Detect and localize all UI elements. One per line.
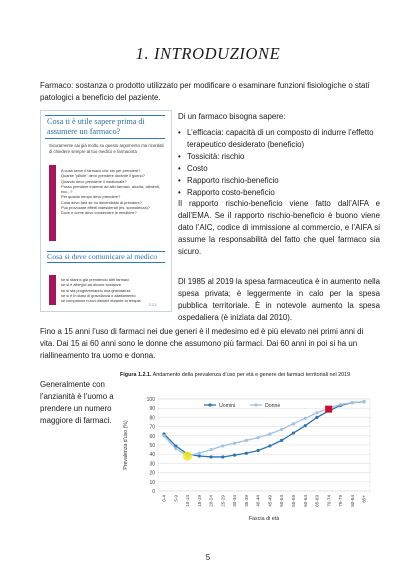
elderly-paragraph: Generalmente con l’anzianità è l’uomo a prendere un numero maggiore di farmaci.: [40, 380, 114, 425]
data-point: [362, 400, 365, 403]
requirements-list: [178, 127, 380, 199]
data-point: [209, 448, 212, 451]
poster-question: Cosa devo fare se ho dimenticato di prendere?: [61, 199, 142, 205]
x-tick-label: 70-74: [326, 495, 332, 507]
y-tick-label: 0: [152, 489, 155, 495]
y-tick-label: 50: [149, 443, 155, 449]
x-tick-label: 65-69: [314, 495, 320, 507]
patient-info-poster: [40, 110, 172, 312]
legend-marker: [208, 403, 211, 406]
data-point: [304, 424, 307, 427]
data-point: [257, 449, 260, 452]
figure-caption: [120, 372, 382, 380]
data-point: [245, 452, 248, 455]
y-tick-label: 60: [149, 433, 155, 440]
data-point: [280, 439, 283, 442]
list-item: • Costo: [178, 163, 380, 175]
x-axis-label: Fascia di età: [248, 516, 280, 522]
x-tick-label: 45-49: [267, 495, 273, 507]
x-tick-label: 0-4: [161, 495, 167, 502]
data-point: [162, 434, 165, 437]
data-point: [292, 431, 295, 434]
data-point: [280, 428, 283, 431]
data-point: [268, 432, 271, 435]
list-item: • Rapporto rischio-beneficio: [178, 175, 380, 187]
poster-note: se si stanno già prendendo altri farmaci: [61, 277, 129, 282]
y-tick-label: 40: [149, 452, 155, 459]
poster-question: Posso prendere insieme ad altri farmaci, alcolici, alimenti, ecc...?: [61, 183, 161, 195]
poster-heading-2: Cosa si deve comunicare al medico: [47, 251, 165, 263]
list-item: • Tossicità: rischio: [178, 151, 380, 163]
y-axis-label: Prevalenza d’uso (%): [123, 420, 129, 470]
poster-note: se si è allergici ad alcune sostanze: [61, 282, 122, 288]
data-point: [233, 454, 236, 457]
poster-footer: 2.2.1: [149, 303, 157, 307]
x-tick-label: 60-64: [302, 495, 308, 507]
data-point: [221, 444, 224, 447]
x-tick-label: 35-39: [243, 495, 249, 507]
data-point: [304, 417, 307, 420]
poster-question: Quando devo prenderle il medicinale?: [61, 178, 127, 184]
y-tick-label: 80: [149, 415, 155, 422]
data-point: [174, 447, 177, 450]
data-point: [351, 401, 354, 404]
data-point: [315, 411, 318, 414]
data-point: [198, 452, 201, 455]
x-tick-label: 50-54: [279, 495, 285, 507]
data-point: [221, 455, 224, 458]
x-tick-label: 30-34: [232, 495, 238, 507]
highlight-marker-low: [183, 451, 192, 460]
poster-bracket: [49, 165, 56, 241]
x-tick-label: 5-9: [173, 495, 179, 502]
data-point: [315, 416, 318, 419]
list-item: • L’efficacia: capacità di un composto di indurre l’effetto terapeutico desiderato (beneficio): [178, 127, 380, 151]
x-tick-label: 80-84: [349, 495, 355, 507]
x-tick-label: 15-19: [196, 495, 202, 507]
data-point: [292, 422, 295, 425]
data-point: [233, 442, 236, 445]
y-tick-label: 70: [149, 424, 155, 431]
legend-label: Uomini: [219, 403, 236, 409]
data-point: [198, 454, 201, 457]
poster-question: Quante "pillole" devo prendere durante il giorno?: [61, 173, 145, 179]
data-point: [245, 439, 248, 442]
figure-label: Figura 1.2.1.: [120, 372, 152, 378]
y-tick-label: 30: [149, 461, 155, 468]
x-tick-label: 25-29: [220, 495, 226, 507]
x-tick-label: 85+: [361, 495, 367, 503]
y-tick-label: 20: [149, 470, 155, 477]
data-point: [209, 455, 212, 458]
x-tick-label: 20-24: [208, 495, 214, 507]
poster-heading: Cosa ti è utile sapere prima di assumere un farmaco?: [45, 115, 165, 139]
poster-note-list: [61, 277, 165, 303]
data-point: [257, 436, 260, 439]
usage-paragraph: Fino a 15 anni l’uso di farmaci nei due generi è il medesimo ed è più elevato nei primi anni di vita. Dai 15 ai 60 anni sono le donne che assumono più farmaci. Dai 60 anni in poi si ha un riallineamento tra uomo e donna.: [40, 327, 364, 360]
poster-bracket: [49, 275, 56, 305]
x-tick-label: 75-79: [338, 495, 344, 507]
risk-benefit-paragraph: Il rapporto rischio-beneficio viene fatto dall’AIFA e dall’EMA. Se il rapporto rischio-beneficio è buono viene dato l’AIC, codice di immissione al commercio, e l’AIFA si assume la responsabilità del fatto che quel farmaco sia sicuro.: [178, 199, 380, 256]
poster-question: Per quanto tempo devo prendere?: [61, 194, 121, 200]
figure-caption-text: Andamento della prevalenza d’uso per età e genere dei farmaci territoriali nel 2019: [152, 372, 351, 378]
x-tick-label: 55-59: [291, 495, 297, 507]
x-tick-label: 10-14: [185, 495, 191, 507]
page-title: 1. INTRODUZIONE: [135, 44, 281, 63]
poster-question: Può provocare effetti indesiderati (es. sonnolenza)?: [61, 205, 150, 211]
y-tick-label: 90: [149, 406, 155, 413]
page-number: 5: [205, 553, 211, 562]
poster-note: se si è in stato di gravidanza o allattamento: [61, 292, 136, 298]
spending-paragraph: Dl 1985 al 2019 la spesa farmaceutica è in aumento nella spesa privata; è leggermente in calo per la spesa pubblica territoriale. È in notevole aumento la spesa ospedaliera (è iniziata dal 2010).: [178, 277, 380, 322]
poster-question-list: [61, 168, 165, 216]
poster-question: A cosa serve il farmaco che sto per prendere?: [61, 168, 141, 173]
y-tick-label: 100: [146, 397, 155, 403]
data-point: [268, 444, 271, 447]
x-tick-label: 40-44: [255, 495, 261, 507]
y-tick-label: 10: [149, 479, 155, 486]
poster-question: Dove e come devo conservare le medicine?: [61, 210, 137, 216]
poster-note: se si sta programmando una gravidanza: [61, 287, 131, 293]
legend-marker: [254, 403, 257, 406]
poster-note: se compaiono nuovi disturbi durante la terapia: [61, 298, 141, 304]
data-point: [339, 403, 342, 406]
list-item: • Rapporto costo-beneficio: [178, 187, 380, 199]
poster-subtitle: Sicuramente sai già molto su questo argomento ma ricordati di chiedere sempre al tuo medico e farmacista: [49, 143, 164, 154]
legend-label: Donne: [265, 403, 281, 409]
requirements-heading: Di un farmaco bisogna sapere:: [178, 112, 286, 121]
highlight-marker-high: [325, 406, 332, 413]
definition-paragraph: Farmaco: sostanza o prodotto utilizzato per modificare o esaminare funzioni fisiologiche o stati patologici a beneficio del paziente.: [40, 81, 370, 102]
prevalence-line-chart: [118, 389, 380, 524]
